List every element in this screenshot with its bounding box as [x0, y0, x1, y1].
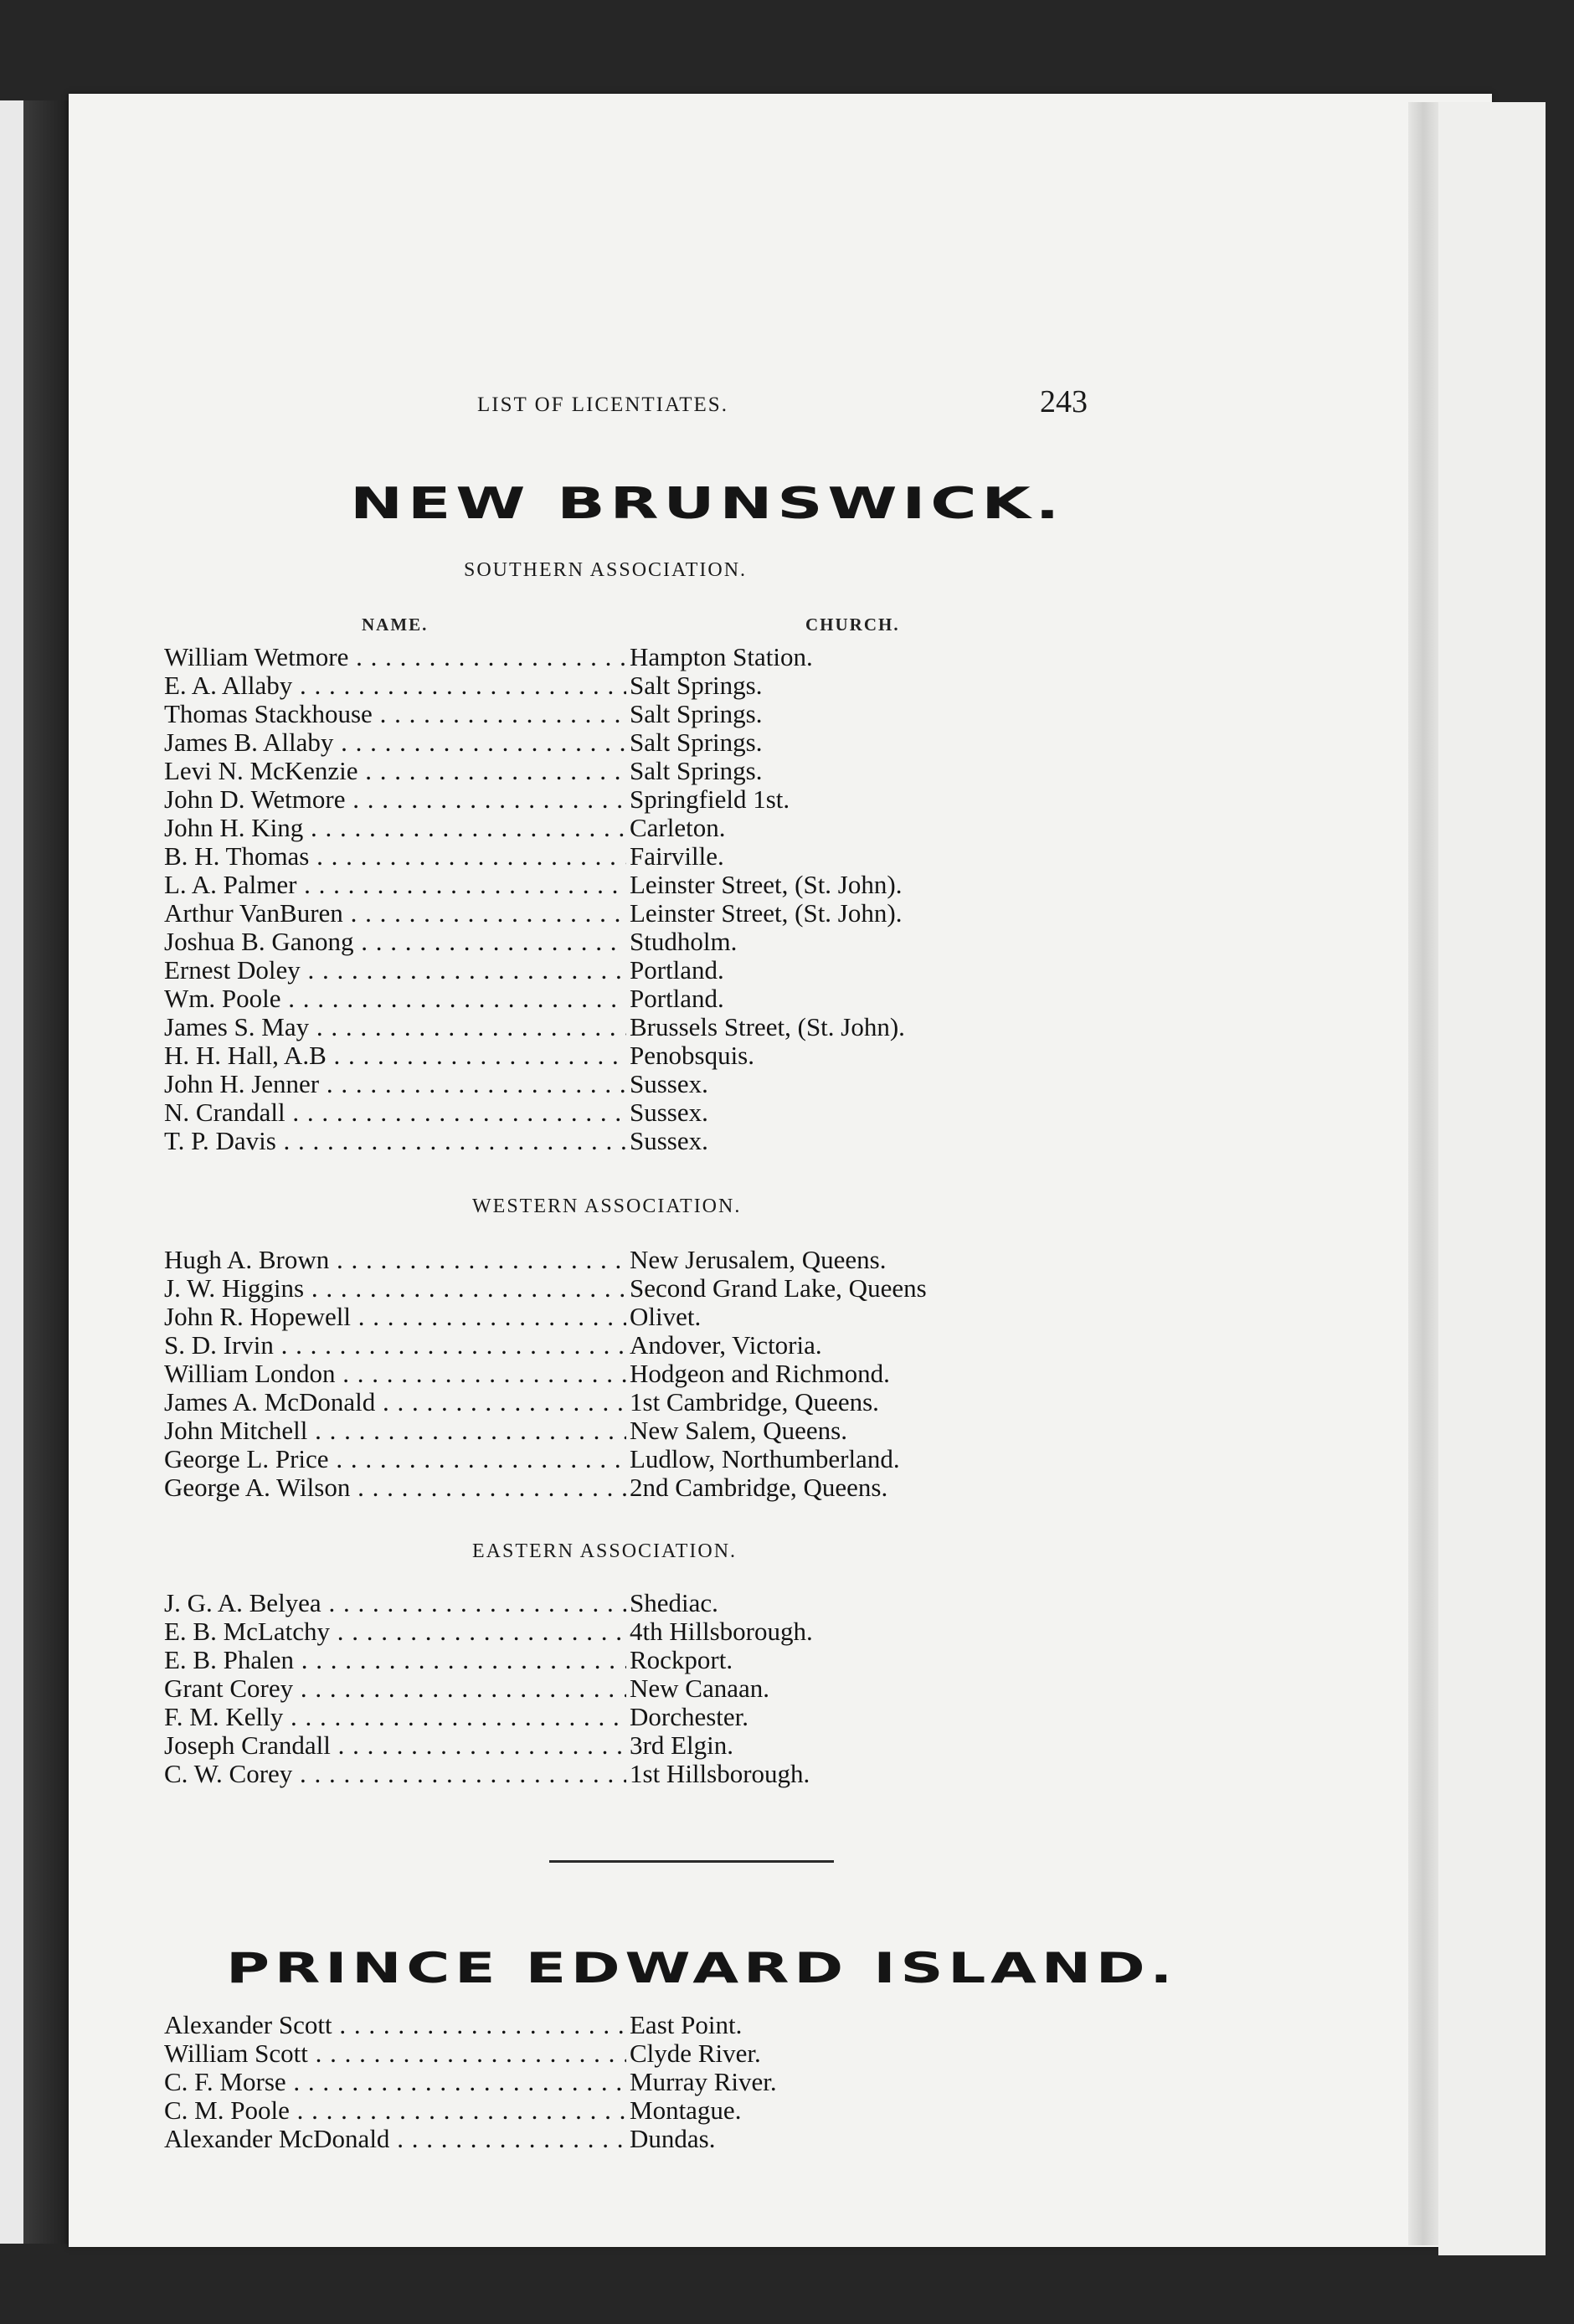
list-item	[164, 2011, 1152, 2039]
licentiate-name: Alexander Scott . . .	[164, 2011, 626, 2039]
licentiate-name: John H. King . . .	[164, 814, 626, 842]
church-name: Hampton Station.	[630, 642, 813, 671]
licentiate-name: Grant Corey . . .	[164, 1674, 626, 1703]
list-item	[164, 1127, 1152, 1155]
church-name: Sussex.	[630, 1069, 708, 1098]
list-item	[164, 1617, 1152, 1646]
page-margin-strip	[1438, 102, 1546, 2255]
church-name: Hodgeon and Richmond.	[630, 1359, 890, 1388]
column-header-name: NAME.	[362, 614, 429, 635]
licentiate-name: James A. McDonald . . .	[164, 1388, 626, 1417]
church-name: Studholm.	[630, 927, 738, 956]
licentiate-list-eastern	[164, 1589, 1152, 1788]
licentiate-name: James B. Allaby . . .	[164, 728, 626, 757]
page-number: 243	[1040, 384, 1088, 419]
licentiate-name: Alexander McDonald . . .	[164, 2125, 626, 2153]
church-name: New Jerusalem, Queens.	[630, 1245, 887, 1274]
list-item	[164, 1417, 1152, 1445]
list-item	[164, 1070, 1152, 1098]
list-item	[164, 985, 1152, 1013]
church-name: Dorchester.	[630, 1702, 749, 1731]
section-heading-prince-edward-island: PRINCE EDWARD ISLAND.	[226, 1944, 1178, 1992]
licentiate-name: Joseph Crandall . . .	[164, 1731, 626, 1760]
church-name: East Point.	[630, 2010, 743, 2039]
church-name: Clyde River.	[630, 2039, 761, 2068]
list-item	[164, 1246, 1152, 1274]
licentiate-name: Wm. Poole . . .	[164, 985, 626, 1013]
church-name: New Salem, Queens.	[630, 1416, 847, 1445]
list-item	[164, 871, 1152, 899]
licentiate-list-western	[164, 1246, 1152, 1502]
list-item	[164, 1445, 1152, 1473]
licentiate-name: William London . . .	[164, 1360, 626, 1388]
church-name: Fairville.	[630, 841, 724, 871]
licentiate-name: John R. Hopewell . . .	[164, 1303, 626, 1331]
licentiate-name: George A. Wilson . . .	[164, 1473, 626, 1502]
list-item	[164, 842, 1152, 871]
list-item	[164, 785, 1152, 814]
church-name: Portland.	[630, 955, 724, 985]
list-item	[164, 956, 1152, 985]
church-name: Salt Springs.	[630, 671, 763, 700]
licentiate-name: Arthur VanBuren . . .	[164, 899, 626, 928]
licentiate-name: Levi N. McKenzie . . .	[164, 757, 626, 785]
licentiate-name: Thomas Stackhouse . . .	[164, 700, 626, 728]
book-page	[69, 94, 1492, 2247]
church-name: Murray River.	[630, 2067, 777, 2096]
licentiate-name: Hugh A. Brown . . .	[164, 1246, 626, 1274]
list-item	[164, 1646, 1152, 1674]
list-item	[164, 1589, 1152, 1617]
church-name: New Canaan.	[630, 1674, 769, 1703]
section-divider-rule	[549, 1860, 834, 1863]
list-item	[164, 757, 1152, 785]
licentiate-name: F. M. Kelly . . .	[164, 1703, 626, 1731]
page-gutter	[1408, 102, 1438, 2245]
association-heading-western: WESTERN ASSOCIATION.	[472, 1195, 742, 1217]
church-name: 1st Hillsborough.	[630, 1759, 810, 1788]
list-item	[164, 1703, 1152, 1731]
church-name: Brussels Street, (St. John).	[630, 1012, 905, 1041]
list-item	[164, 2125, 1152, 2153]
list-item	[164, 728, 1152, 757]
association-heading-eastern: EASTERN ASSOCIATION.	[472, 1540, 738, 1562]
church-name: 2nd Cambridge, Queens.	[630, 1473, 888, 1502]
church-name: 4th Hillsborough.	[630, 1617, 813, 1646]
licentiate-name: J. G. A. Belyea . . .	[164, 1589, 626, 1617]
licentiate-name: John Mitchell . . .	[164, 1417, 626, 1445]
licentiate-name: E. B. McLatchy . . .	[164, 1617, 626, 1646]
licentiate-name: L. A. Palmer . . .	[164, 871, 626, 899]
licentiate-name: C. F. Morse . . .	[164, 2068, 626, 2096]
list-item	[164, 1013, 1152, 1041]
licentiate-name: John H. Jenner . . .	[164, 1070, 626, 1098]
list-item	[164, 1731, 1152, 1760]
licentiate-name: S. D. Irvin . . .	[164, 1331, 626, 1360]
list-item	[164, 1098, 1152, 1127]
licentiate-list-southern	[164, 643, 1152, 1155]
list-item	[164, 1388, 1152, 1417]
church-name: Olivet.	[630, 1302, 702, 1331]
church-name: Leinster Street, (St. John).	[630, 870, 903, 899]
church-name: 3rd Elgin.	[630, 1730, 733, 1760]
licentiate-name: Ernest Doley . . .	[164, 956, 626, 985]
church-name: Sussex.	[630, 1126, 708, 1155]
church-name: Springfield 1st.	[630, 784, 790, 814]
licentiate-name: John D. Wetmore . . .	[164, 785, 626, 814]
list-item	[164, 2068, 1152, 2096]
licentiate-name: James S. May . . .	[164, 1013, 626, 1041]
church-name: Shediac.	[630, 1588, 718, 1617]
licentiate-name: E. A. Allaby . . .	[164, 671, 626, 700]
licentiate-name: William Wetmore . . .	[164, 643, 626, 671]
list-item	[164, 1303, 1152, 1331]
church-name: Andover, Victoria.	[630, 1330, 822, 1360]
list-item	[164, 1760, 1152, 1788]
list-item	[164, 814, 1152, 842]
licentiate-list-pei	[164, 2011, 1152, 2153]
licentiate-name: N. Crandall . . .	[164, 1098, 626, 1127]
list-item	[164, 1473, 1152, 1502]
church-name: Salt Springs.	[630, 756, 763, 785]
list-item	[164, 1041, 1152, 1070]
list-item	[164, 1331, 1152, 1360]
licentiate-name: George L. Price . . .	[164, 1445, 626, 1473]
running-head-title: LIST OF LICENTIATES.	[477, 393, 728, 416]
church-name: Salt Springs.	[630, 699, 763, 728]
licentiate-name: T. P. Davis . . .	[164, 1127, 626, 1155]
church-name: Ludlow, Northumberland.	[630, 1444, 900, 1473]
church-name: Sussex.	[630, 1098, 708, 1127]
licentiate-name: C. M. Poole . . .	[164, 2096, 626, 2125]
association-heading-southern: SOUTHERN ASSOCIATION.	[464, 559, 748, 581]
church-name: Second Grand Lake, Queens	[630, 1273, 927, 1303]
church-name: Leinster Street, (St. John).	[630, 898, 903, 928]
list-item	[164, 700, 1152, 728]
list-item	[164, 1360, 1152, 1388]
licentiate-name: B. H. Thomas . . .	[164, 842, 626, 871]
list-item	[164, 928, 1152, 956]
church-name: Portland.	[630, 984, 724, 1013]
section-heading-new-brunswick: NEW BRUNSWICK.	[350, 479, 1065, 529]
licentiate-name: E. B. Phalen . . .	[164, 1646, 626, 1674]
church-name: Montague.	[630, 2095, 742, 2125]
list-item	[164, 2039, 1152, 2068]
binding-shadow	[23, 100, 74, 2244]
licentiate-name: H. H. Hall, A.B . . .	[164, 1041, 626, 1070]
church-name: Salt Springs.	[630, 728, 763, 757]
licentiate-name: J. W. Higgins . . .	[164, 1274, 626, 1303]
church-name: Dundas.	[630, 2124, 716, 2153]
church-name: Rockport.	[630, 1645, 733, 1674]
church-name: 1st Cambridge, Queens.	[630, 1387, 879, 1417]
list-item	[164, 1274, 1152, 1303]
column-header-church: CHURCH.	[805, 614, 900, 635]
list-item	[164, 2096, 1152, 2125]
church-name: Penobsquis.	[630, 1041, 754, 1070]
adjacent-page-edge	[0, 100, 23, 2244]
licentiate-name: Joshua B. Ganong . . .	[164, 928, 626, 956]
list-item	[164, 899, 1152, 928]
list-item	[164, 671, 1152, 700]
list-item	[164, 643, 1152, 671]
licentiate-name: C. W. Corey . . .	[164, 1760, 626, 1788]
church-name: Carleton.	[630, 813, 726, 842]
licentiate-name: William Scott . . .	[164, 2039, 626, 2068]
list-item	[164, 1674, 1152, 1703]
